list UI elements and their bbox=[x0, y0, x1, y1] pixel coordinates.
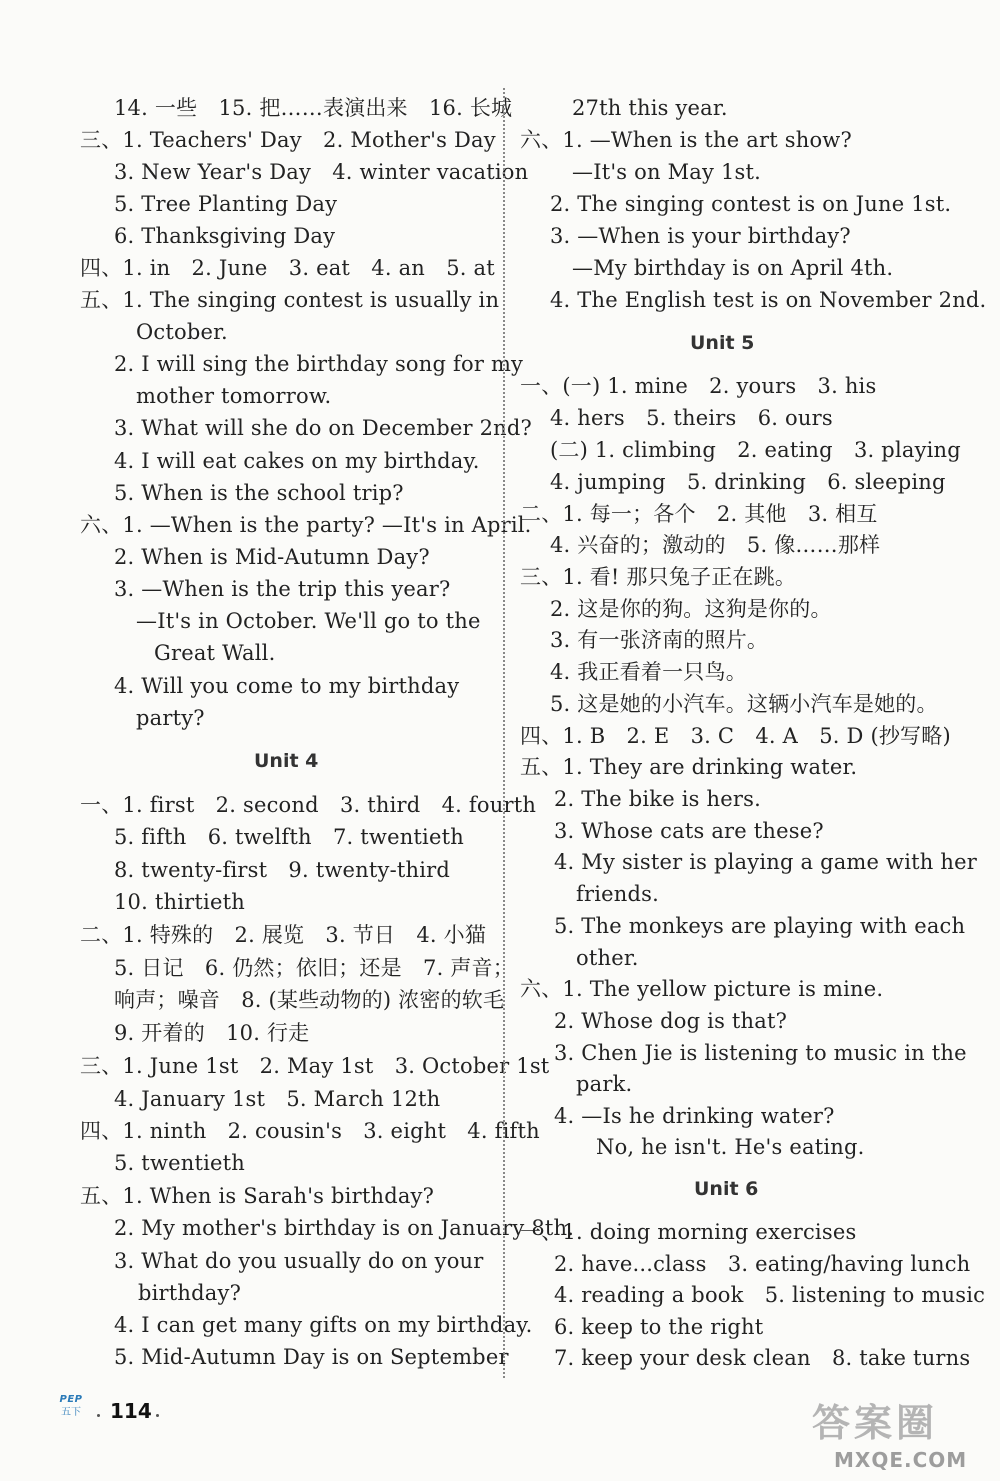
answer-line: 六、1. —When is the party? —It's in April. bbox=[80, 513, 532, 537]
answer-line: 5. The monkeys are playing with each bbox=[554, 914, 966, 938]
answer-line: park. bbox=[576, 1072, 633, 1096]
answer-line: 5. twentieth bbox=[114, 1151, 246, 1175]
answer-line: 五、1. The singing contest is usually in bbox=[80, 288, 500, 312]
answer-line: 5. Tree Planting Day bbox=[114, 192, 338, 216]
answer-line: 六、1. —When is the art show? bbox=[520, 128, 852, 152]
answer-line: 5. Mid-Autumn Day is on September bbox=[114, 1345, 509, 1369]
watermark-logo bbox=[812, 1392, 992, 1478]
answer-line: 3. —When is your birthday? bbox=[550, 224, 851, 248]
footer-dot bbox=[97, 1414, 100, 1417]
answer-line: 四、1. B 2. E 3. C 4. A 5. D (抄写略) bbox=[520, 724, 951, 748]
answer-line: 三、1. Teachers' Day 2. Mother's Day bbox=[80, 128, 496, 152]
answer-line: 4. hers 5. theirs 6. ours bbox=[550, 406, 833, 430]
answer-line: 6. keep to the right bbox=[554, 1315, 764, 1339]
column-divider bbox=[503, 88, 505, 1378]
unit-heading: Unit 4 bbox=[254, 750, 319, 772]
answer-line: —My birthday is on April 4th. bbox=[572, 256, 894, 280]
answer-line: 7. keep your desk clean 8. take turns bbox=[554, 1346, 971, 1370]
unit-heading: Unit 5 bbox=[690, 332, 755, 354]
answer-line: 4. jumping 5. drinking 6. sleeping bbox=[550, 470, 946, 494]
page-number: 114 bbox=[110, 1399, 152, 1423]
answer-line: 6. Thanksgiving Day bbox=[114, 224, 336, 248]
answer-line: 14. 一些 15. 把……表演出来 16. 长城 bbox=[114, 96, 513, 120]
answer-line: 4. —Is he drinking water? bbox=[554, 1104, 835, 1128]
answer-line: 2. My mother's birthday is on January 8th. bbox=[114, 1216, 575, 1240]
answer-line: 2. Whose dog is that? bbox=[554, 1009, 788, 1033]
answer-line: mother tomorrow. bbox=[136, 384, 332, 408]
watermark-characters: 答案圈 bbox=[812, 1401, 939, 1445]
answer-line: 3. 有一张济南的照片。 bbox=[550, 628, 769, 652]
answer-line: 二、1. 特殊的 2. 展览 3. 节日 4. 小猫 bbox=[80, 923, 487, 947]
answer-line: 3. What do you usually do on your bbox=[114, 1249, 484, 1273]
answer-line: 2. I will sing the birthday song for my bbox=[114, 352, 524, 376]
answer-line: 9. 开着的 10. 行走 bbox=[114, 1021, 310, 1045]
answer-line: 10. thirtieth bbox=[114, 890, 245, 914]
answer-line: 三、1. 看! 那只兔子正在跳。 bbox=[520, 565, 797, 589]
answer-line: (二) 1. climbing 2. eating 3. playing bbox=[550, 438, 961, 462]
answer-line: 4. My sister is playing a game with her bbox=[554, 850, 977, 874]
answer-line: Great Wall. bbox=[154, 641, 276, 665]
answer-line: 4. I will eat cakes on my birthday. bbox=[114, 449, 480, 473]
answer-line: 5. fifth 6. twelfth 7. twentieth bbox=[114, 825, 464, 849]
answer-line: 8. twenty-first 9. twenty-third bbox=[114, 858, 451, 882]
answer-line: 4. reading a book 5. listening to music bbox=[554, 1283, 986, 1307]
answer-line: 4. January 1st 5. March 12th bbox=[114, 1087, 441, 1111]
grade-label: 五下 bbox=[61, 1407, 81, 1418]
pep-logo-text: PEP bbox=[59, 1394, 83, 1405]
answer-line: 3. New Year's Day 4. winter vacation bbox=[114, 160, 529, 184]
answer-line: 2. have...class 3. eating/having lunch bbox=[554, 1252, 971, 1276]
answer-line: 2. When is Mid-Autumn Day? bbox=[114, 545, 430, 569]
answer-line: 一、(一) 1. mine 2. yours 3. his bbox=[520, 374, 877, 398]
answer-line: 3. Chen Jie is listening to music in the bbox=[554, 1041, 967, 1065]
answer-line: No, he isn't. He's eating. bbox=[596, 1135, 865, 1159]
answer-line: 五、1. When is Sarah's birthday? bbox=[80, 1184, 435, 1208]
watermark-url: MXQE.COM bbox=[834, 1448, 968, 1472]
answer-line: 三、1. June 1st 2. May 1st 3. October 1st bbox=[80, 1054, 550, 1078]
unit-heading: Unit 6 bbox=[694, 1178, 759, 1200]
answer-line: 四、1. ninth 2. cousin's 3. eight 4. fifth bbox=[80, 1119, 540, 1143]
pep-logo bbox=[56, 1393, 86, 1425]
answer-line: 一、1. doing morning exercises bbox=[520, 1220, 857, 1244]
answer-line: 27th this year. bbox=[572, 96, 728, 120]
answer-line: 3. What will she do on December 2nd? bbox=[114, 416, 533, 440]
answer-line: —It's in October. We'll go to the bbox=[136, 609, 481, 633]
answer-line: 六、1. The yellow picture is mine. bbox=[520, 977, 884, 1001]
answer-line: 3. Whose cats are these? bbox=[554, 819, 824, 843]
answer-line: 四、1. in 2. June 3. eat 4. an 5. at bbox=[80, 256, 495, 280]
answer-line: 5. 这是她的小汽车。这辆小汽车是她的。 bbox=[550, 692, 938, 716]
answer-line: 二、1. 每一；各个 2. 其他 3. 相互 bbox=[520, 502, 878, 526]
answer-line: 2. The singing contest is on June 1st. bbox=[550, 192, 952, 216]
answer-line: 五、1. They are drinking water. bbox=[520, 755, 858, 779]
answer-line: party? bbox=[136, 706, 205, 730]
answer-line: 2. The bike is hers. bbox=[554, 787, 761, 811]
answer-line: birthday? bbox=[138, 1281, 242, 1305]
answer-line: 4. The English test is on November 2nd. bbox=[550, 288, 987, 312]
answer-line: friends. bbox=[576, 882, 659, 906]
answer-line: 4. 我正看着一只鸟。 bbox=[550, 660, 747, 684]
answer-line: 响声；噪音 8. (某些动物的) 浓密的软毛 bbox=[114, 988, 505, 1012]
answer-line: 2. 这是你的狗。这狗是你的。 bbox=[550, 597, 832, 621]
answer-line: —It's on May 1st. bbox=[572, 160, 762, 184]
answer-line: 5. When is the school trip? bbox=[114, 481, 404, 505]
answer-line: 4. 兴奋的；激动的 5. 像……那样 bbox=[550, 533, 881, 557]
footer-dot bbox=[156, 1414, 159, 1417]
answer-line: 5. 日记 6. 仍然；依旧；还是 7. 声音； bbox=[114, 956, 514, 980]
answer-line: 4. I can get many gifts on my birthday. bbox=[114, 1313, 533, 1337]
answer-line: 4. Will you come to my birthday bbox=[114, 674, 460, 698]
answer-line: 3. —When is the trip this year? bbox=[114, 577, 451, 601]
answer-line: other. bbox=[576, 946, 639, 970]
answer-line: 一、1. first 2. second 3. third 4. fourth bbox=[80, 793, 537, 817]
answer-line: October. bbox=[136, 320, 228, 344]
